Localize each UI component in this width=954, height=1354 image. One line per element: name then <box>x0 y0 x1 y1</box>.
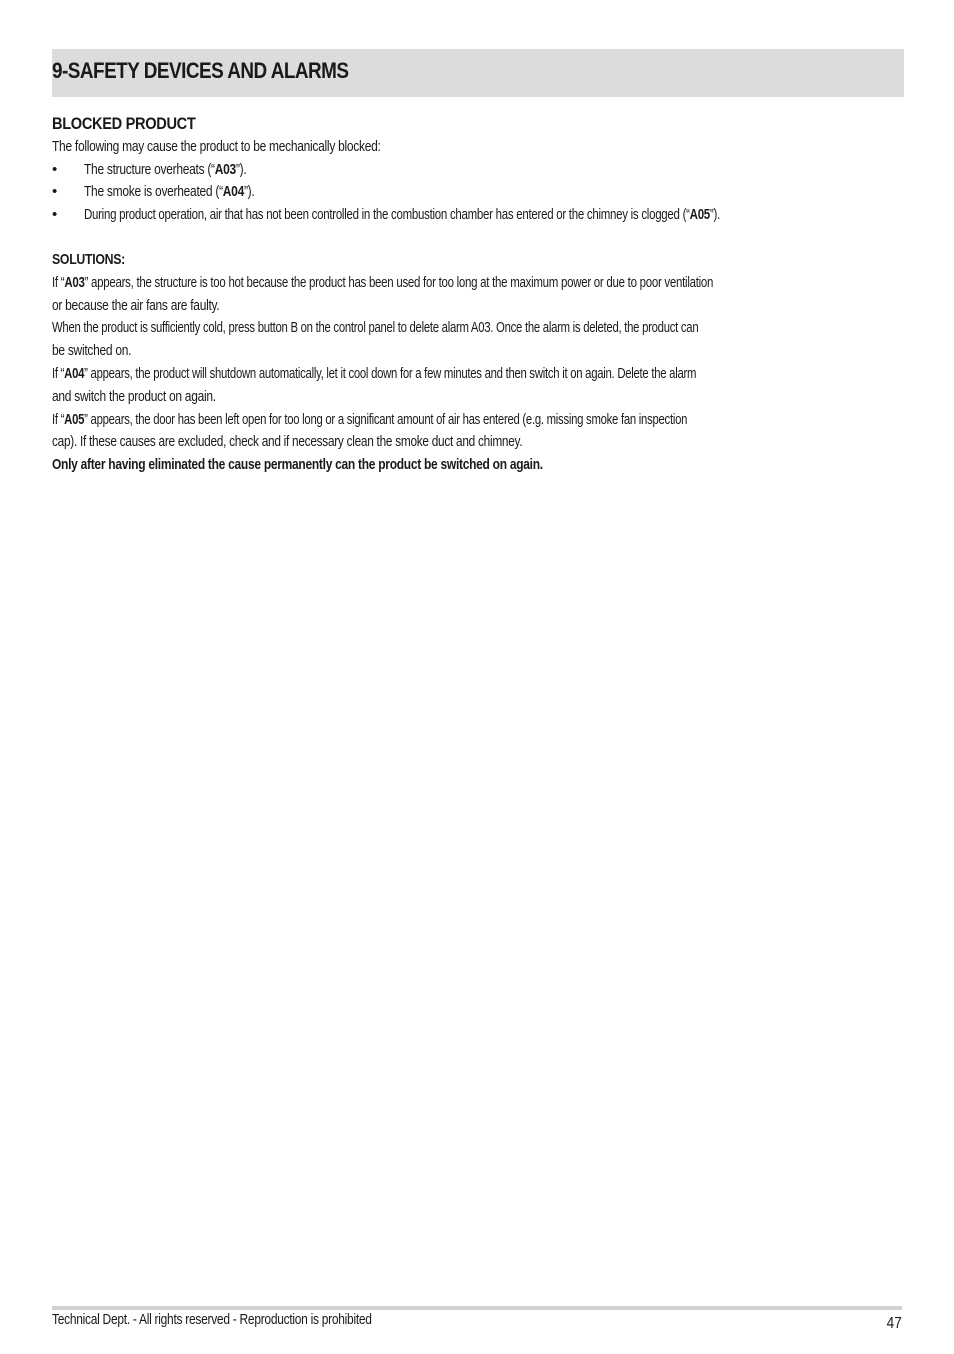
blocked-product-heading-row <box>52 113 902 136</box>
bullet-icon: • <box>52 160 57 178</box>
alarm-code: A04 <box>222 183 244 201</box>
footer-divider <box>52 1306 902 1310</box>
spacer <box>52 227 902 249</box>
list-item-text: The structure overheats (“A03”). <box>84 160 247 178</box>
solution-a05-line1 <box>52 409 902 432</box>
solutions-heading-row <box>52 249 902 272</box>
page-number <box>884 1315 902 1333</box>
content-body <box>52 113 902 477</box>
blocked-product-heading: BLOCKED PRODUCT <box>52 114 196 133</box>
paragraph-text: If “A04” appears, the product will shutdown automatically, let it cool down for a few minutes and then switch it on again. Delete the alarm <box>52 364 697 382</box>
list-item <box>52 204 902 227</box>
final-note-row <box>52 454 902 477</box>
page-number-text: 47 <box>886 1315 902 1332</box>
paragraph-text: If “A03” appears, the structure is too hot because the product has been used for too long at the maximum power or due to poor ventilation <box>52 273 714 291</box>
paragraph-text: or because the air fans are faulty. <box>52 296 220 314</box>
solution-a04-line1 <box>52 363 902 386</box>
footer-text <box>52 1311 452 1328</box>
section-title: 9-SAFETY DEVICES AND ALARMS <box>52 58 349 83</box>
list-item <box>52 181 902 204</box>
solution-a03-line2 <box>52 295 902 318</box>
list-item-text: During product operation, air that has not been controlled in the combustion chamber has entered or the chimney is clogged (“A05”). <box>84 206 720 224</box>
paragraph-text: cap). If these causes are excluded, check and if necessary clean the smoke duct and chimney. <box>52 433 523 451</box>
alarm-code: A05 <box>64 410 85 428</box>
blocked-intro: The following may cause the product to be mechanically blocked: <box>52 137 381 155</box>
alarm-code: A03 <box>64 273 85 291</box>
footer-copyright: Technical Dept. - All rights reserved - Reproduction is prohibited <box>52 1311 372 1328</box>
paragraph-text: When the product is sufficiently cold, press button B on the control panel to delete alarm A03. Once the alarm is deleted, the product can <box>52 319 699 337</box>
solution-cold-line1 <box>52 317 902 340</box>
solution-a04-line2 <box>52 386 902 409</box>
bullet-icon: • <box>52 206 57 224</box>
solutions-heading: SOLUTIONS: <box>52 250 125 268</box>
solution-a05-line2 <box>52 431 902 454</box>
alarm-code: A05 <box>689 206 710 224</box>
final-note: Only after having eliminated the cause permanently can the product be switched on again. <box>52 456 543 474</box>
alarm-code: A04 <box>64 364 85 382</box>
bullet-icon: • <box>52 183 57 201</box>
paragraph-text: and switch the product on again. <box>52 387 216 405</box>
paragraph-text: be switched on. <box>52 342 132 360</box>
alarm-code: A03 <box>214 160 236 178</box>
solution-cold-line2 <box>52 340 902 363</box>
paragraph-text: If “A05” appears, the door has been left open for too long or a significant amount of air has entered (e.g. missing smoke fan inspection <box>52 410 688 428</box>
solution-a03-line1 <box>52 272 902 295</box>
blocked-intro-row <box>52 136 902 159</box>
list-item <box>52 159 902 182</box>
list-item-text: The smoke is overheated (“A04”). <box>84 183 255 201</box>
